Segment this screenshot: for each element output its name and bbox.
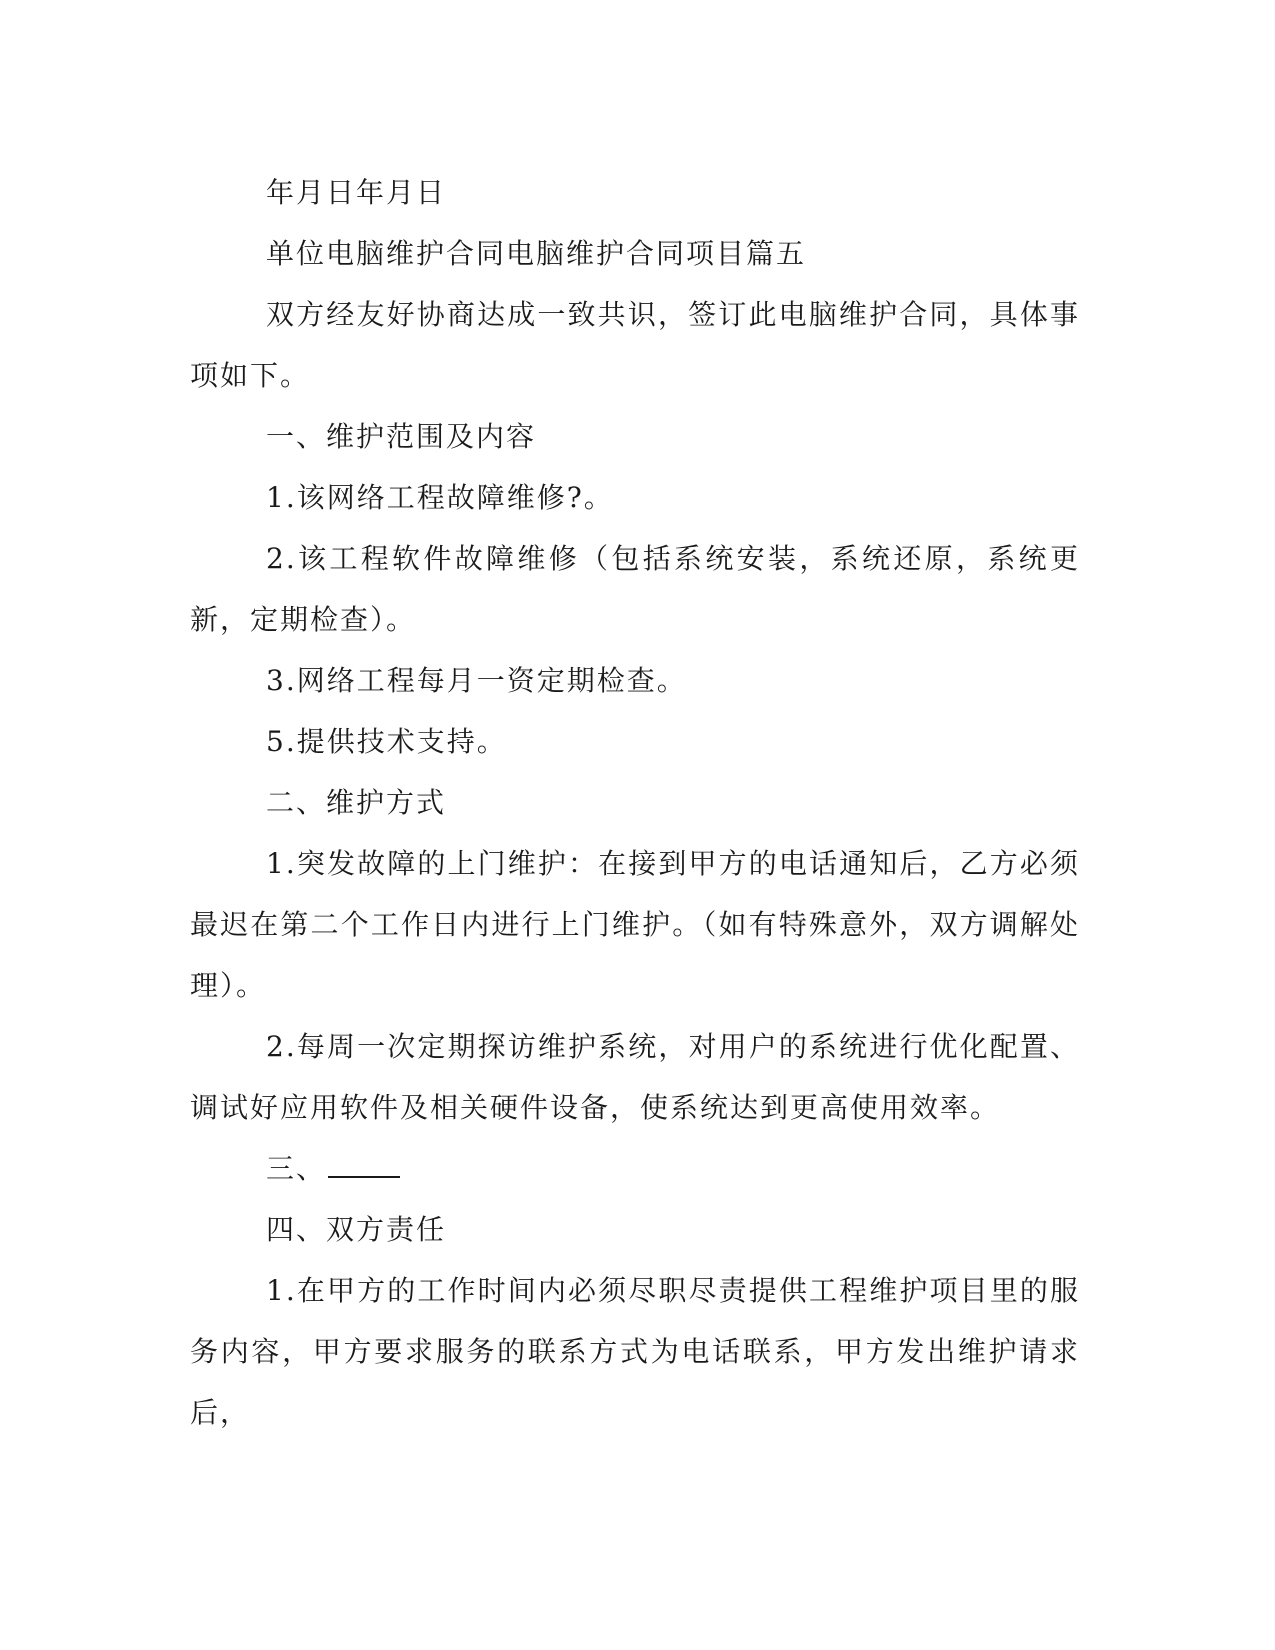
date-line: 年月日年月日 [266,176,447,209]
heading-three [190,1138,1080,1199]
intro-paragraph: 双方经友好协商达成一致共识，签订此电脑维护合同，具体事项如下。 [190,298,1080,392]
fill-in-blank [328,1146,400,1178]
method-item-1: 1.突发故障的上门维护：在接到甲方的电话通知后，乙方必须最迟在第二个工作日内进行上门维护。（如有特殊意外，双方调解处理）。 [190,847,1080,1002]
heading-three-label: 三、 [266,1152,327,1185]
responsibility-item-1: 1.在甲方的工作时间内必须尽职尽责提供工程维护项目里的服务内容，甲方要求服务的联系方式为电话联系，甲方发出维护请求后， [190,1274,1080,1429]
scope-item-5: 5.提供技术支持。 [266,725,507,758]
heading-responsibility: 四、双方责任 [266,1213,447,1246]
heading-scope: 一、维护范围及内容 [266,420,537,453]
section-title: 单位电脑维护合同电脑维护合同项目篇五 [266,237,807,270]
scope-item-1: 1.该网络工程故障维修?。 [266,481,614,514]
scope-item-3: 3.网络工程每月一资定期检查。 [266,664,687,697]
document-body [190,162,1080,1443]
method-item-2: 2.每周一次定期探访维护系统，对用户的系统进行优化配置、调试好应用软件及相关硬件设备，使系统达到更高使用效率。 [190,1030,1080,1124]
heading-method: 二、维护方式 [266,786,447,819]
scope-item-2: 2.该工程软件故障维修（包括系统安装，系统还原，系统更新，定期检查）。 [190,542,1080,636]
